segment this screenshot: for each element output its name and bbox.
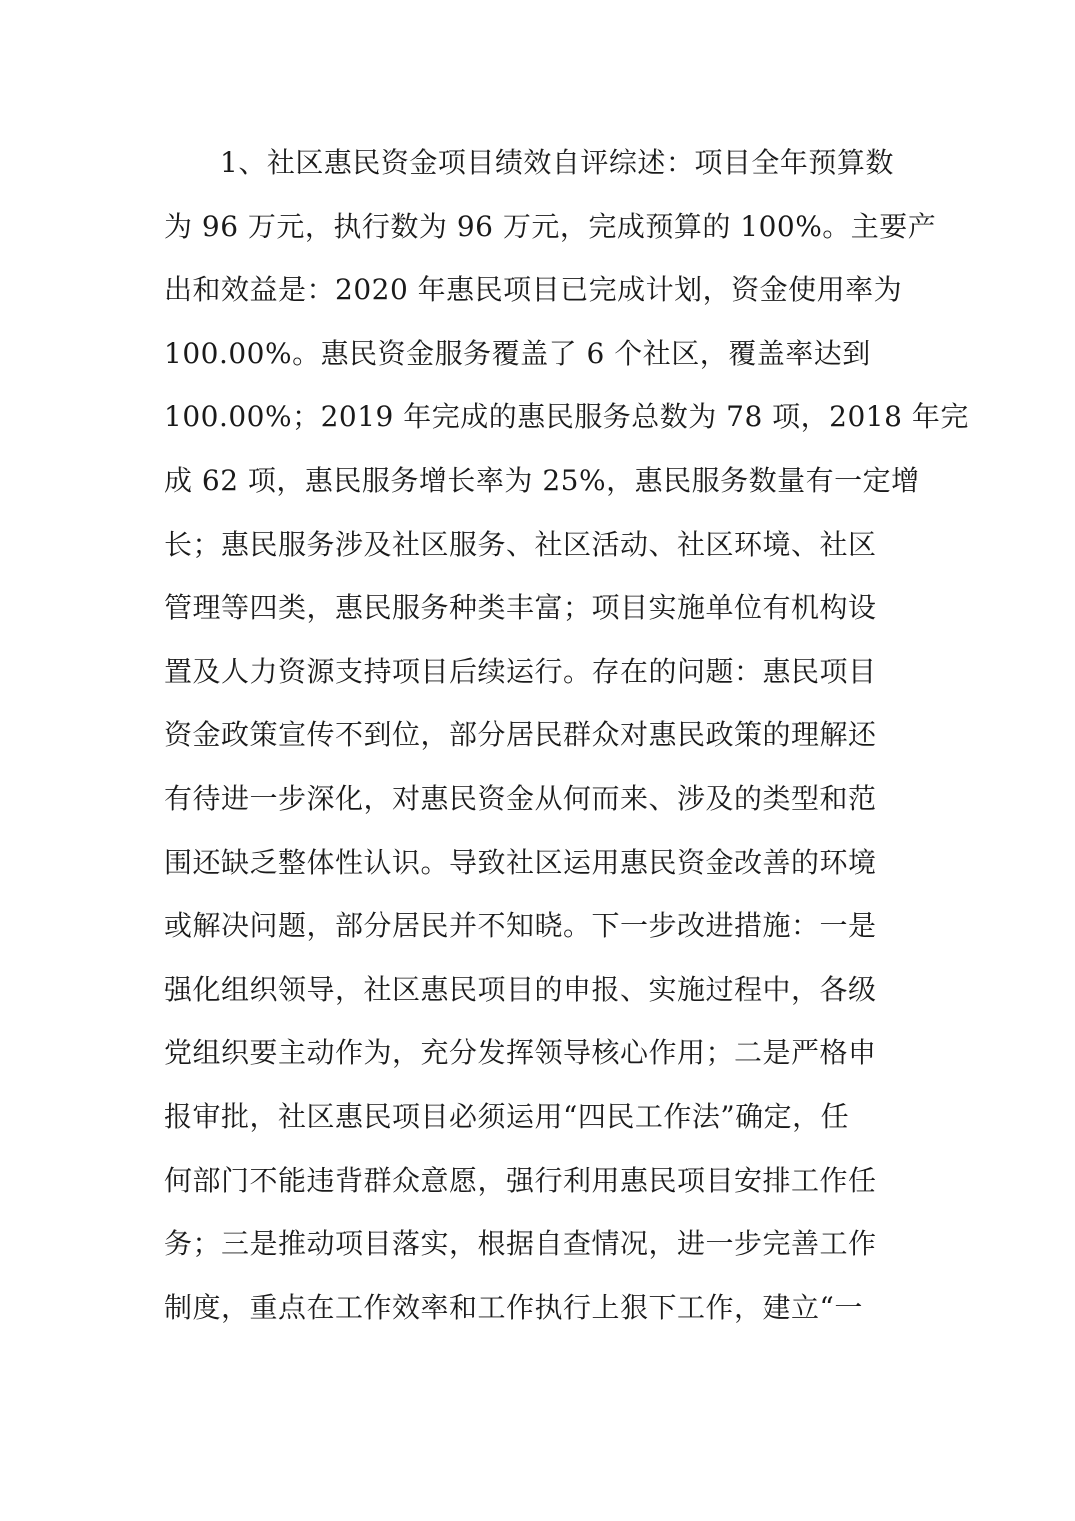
paragraph-line: 置及人力资源支持项目后续运行。存在的问题：惠民项目: [164, 654, 877, 688]
paragraph-line: 1、社区惠民资金项目绩效自评综述：项目全年预算数: [220, 146, 894, 179]
paragraph-line: 有待进一步深化，对惠民资金从何而来、涉及的类型和范: [164, 781, 877, 815]
paragraph-line: 务；三是推动项目落实，根据自查情况，进一步完善工作: [164, 1227, 877, 1261]
paragraph-line: 报审批，社区惠民项目必须运用“四民工作法”确定，任: [164, 1099, 850, 1133]
paragraph-line: 出和效益是：2020 年惠民项目已完成计划，资金使用率为: [164, 273, 903, 307]
paragraph-line: 为 96 万元，执行数为 96 万元，完成预算的 100%。主要产: [164, 209, 937, 243]
paragraph-line: 100.00%；2019 年完成的惠民服务总数为 78 项，2018 年完: [164, 400, 969, 434]
paragraph-line: 成 62 项，惠民服务增长率为 25%，惠民服务数量有一定增: [164, 463, 920, 497]
paragraph-line: 制度，重点在工作效率和工作执行上狠下工作，建立“一: [164, 1290, 863, 1324]
body-paragraph: [164, 139, 969, 1347]
paragraph-line: 100.00%。惠民资金服务覆盖了 6 个社区，覆盖率达到: [164, 336, 871, 370]
paragraph-line: 长；惠民服务涉及社区服务、社区活动、社区环境、社区: [164, 527, 877, 561]
paragraph-line: 围还缺乏整体性认识。导致社区运用惠民资金改善的环境: [164, 845, 877, 879]
paragraph-line: 强化组织领导，社区惠民项目的申报、实施过程中，各级: [164, 972, 877, 1006]
paragraph-line: 何部门不能违背群众意愿，强行利用惠民项目安排工作任: [164, 1163, 877, 1197]
paragraph-line: 党组织要主动作为，充分发挥领导核心作用；二是严格申: [164, 1036, 877, 1070]
paragraph-line: 或解决问题，部分居民并不知晓。下一步改进措施：一是: [164, 909, 877, 943]
paragraph-line: 资金政策宣传不到位，部分居民群众对惠民政策的理解还: [164, 718, 877, 752]
paragraph-line: 管理等四类，惠民服务种类丰富；项目实施单位有机构设: [164, 591, 877, 625]
